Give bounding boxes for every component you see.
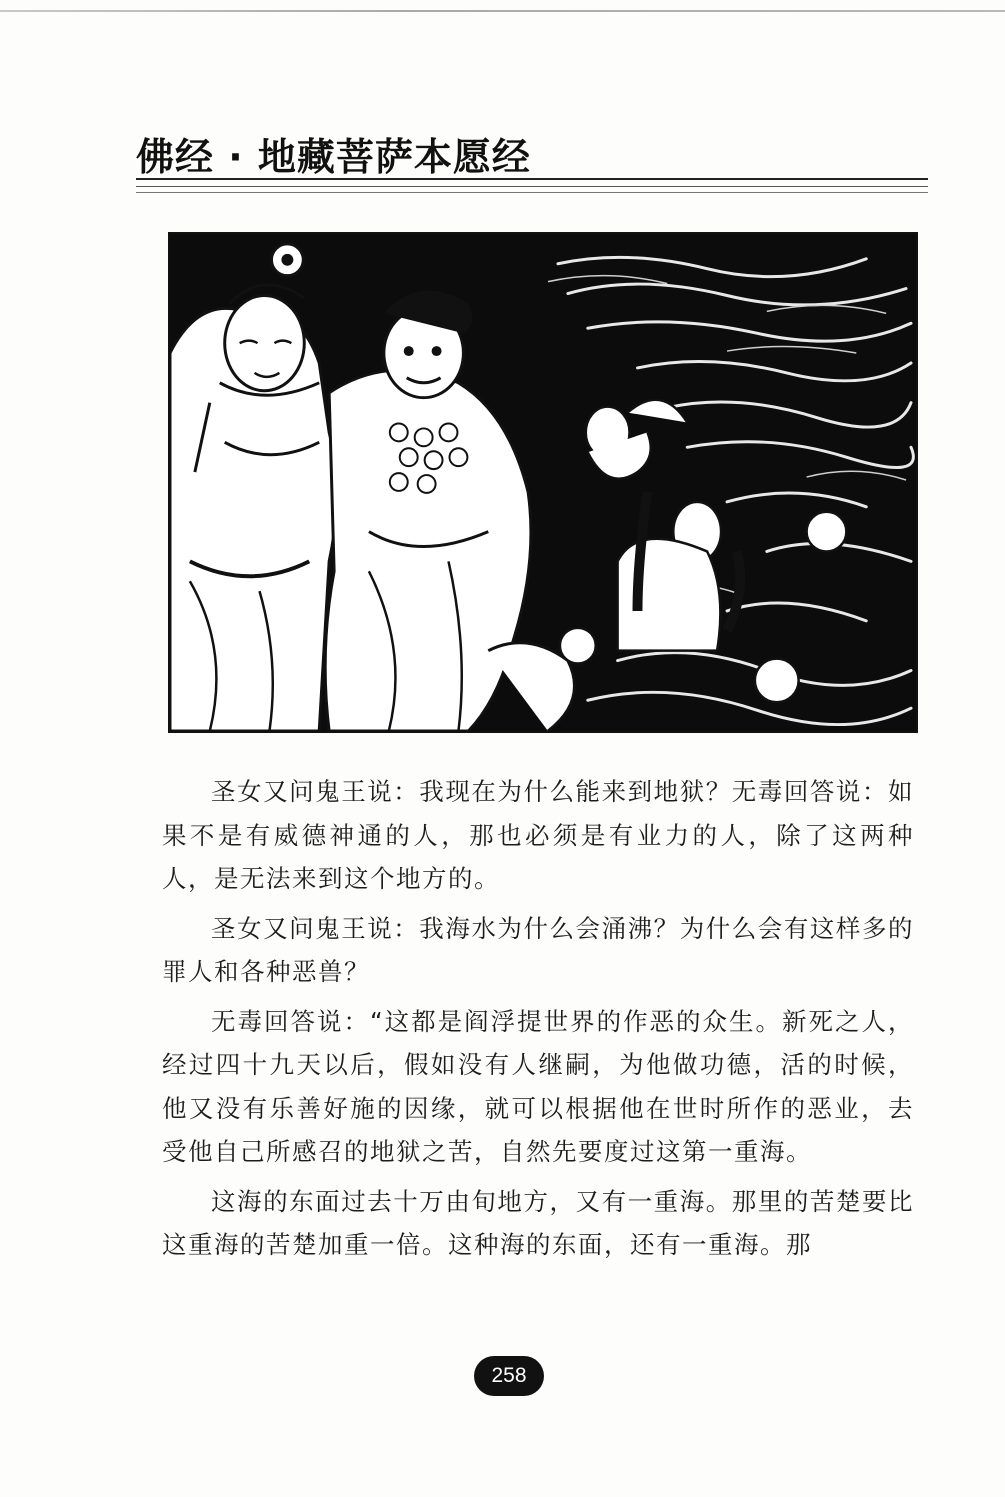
body-text <box>162 770 914 1273</box>
page-number-badge <box>474 1356 544 1396</box>
page-title: 佛经 · 地藏菩萨本愿经 <box>136 135 531 179</box>
paragraph: 这海的东面过去十万由旬地方，又有一重海。那里的苦楚要比这重海的苦楚加重一倍。这种海的东面，还有一重海。那 <box>162 1186 914 1259</box>
paragraph: 圣女又问鬼王说：我现在为什么能来到地狱？无毒回答说：如果不是有威德神通的人，那也必须是有业力的人，除了这两种人，是无法来到这个地方的。 <box>162 777 914 893</box>
title-rule-middle <box>136 186 928 187</box>
title-rule-thick <box>136 178 928 180</box>
paragraph: 无毒回答说：“这都是阎浮提世界的作恶的众生。新死之人，经过四十九天以后，假如没有人继嗣，为他做功德，活的时候，他又没有乐善好施的因缘，就可以根据他在世时所作的恶业，去受他自己所感召的地狱之苦，自然先要度过这第一重海。 <box>162 1006 914 1166</box>
illustration-frame <box>168 232 918 733</box>
paragraph: 圣女又问鬼王说：我海水为什么会涌沸？为什么会有这样多的罪人和各种恶兽？ <box>162 913 914 986</box>
illustration-image <box>170 234 916 731</box>
page-number: 258 <box>491 1364 527 1387</box>
top-edge-rule <box>0 10 1005 12</box>
title-rule-thin <box>136 192 928 193</box>
